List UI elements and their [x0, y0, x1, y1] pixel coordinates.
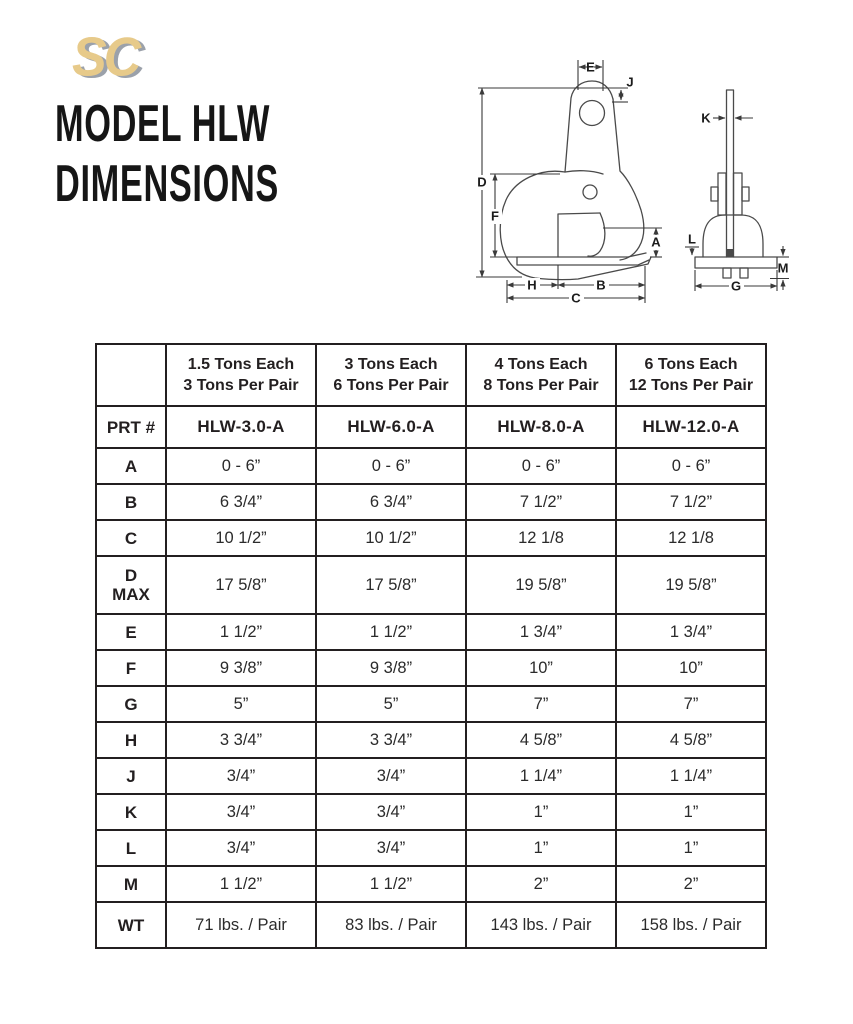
dim-value-cell: 7 1/2” — [616, 484, 766, 520]
row-label: E — [96, 614, 166, 650]
dim-value-cell: 2” — [616, 866, 766, 902]
dim-value-cell: 1 1/2” — [166, 614, 316, 650]
dim-value-cell: 4 5/8” — [616, 722, 766, 758]
row-label: K — [96, 794, 166, 830]
capacity-header-row — [96, 344, 766, 406]
dim-value-cell: 3/4” — [316, 830, 466, 866]
weight-value-cell: 71 lbs. / Pair — [166, 902, 316, 948]
table-corner-cell — [96, 344, 166, 406]
weight-value-cell: 143 lbs. / Pair — [466, 902, 616, 948]
dim-value-cell: 7 1/2” — [466, 484, 616, 520]
dim-value-cell: 9 3/8” — [166, 650, 316, 686]
dim-value-cell: 3/4” — [166, 794, 316, 830]
dim-value-cell: 1 3/4” — [616, 614, 766, 650]
dim-value-cell: 19 5/8” — [616, 556, 766, 614]
dim-value-cell: 3 3/4” — [166, 722, 316, 758]
dim-value-cell: 10 1/2” — [166, 520, 316, 556]
dim-label-g: G — [730, 278, 742, 294]
dim-value-cell: 0 - 6” — [616, 448, 766, 484]
row-label: F — [96, 650, 166, 686]
dim-value-cell: 2” — [466, 866, 616, 902]
dim-value-cell: 1” — [616, 794, 766, 830]
table-row-e — [96, 614, 766, 650]
table-row-m — [96, 866, 766, 902]
table-row-l — [96, 830, 766, 866]
dim-label-j: J — [626, 74, 634, 90]
dim-value-cell: 3/4” — [166, 758, 316, 794]
dim-value-cell: 1 1/2” — [316, 614, 466, 650]
part-number-cell: HLW-6.0-A — [316, 406, 466, 448]
table-row-a — [96, 448, 766, 484]
row-label: L — [96, 830, 166, 866]
dim-label-a: A — [651, 234, 661, 250]
dim-value-cell: 7” — [466, 686, 616, 722]
row-label: H — [96, 722, 166, 758]
dim-value-cell: 6 3/4” — [316, 484, 466, 520]
dim-value-cell: 7” — [616, 686, 766, 722]
dimensions-table — [95, 343, 767, 949]
row-label: B — [96, 484, 166, 520]
part-number-cell: HLW-12.0-A — [616, 406, 766, 448]
dim-value-cell: 1” — [466, 794, 616, 830]
row-label: PRT # — [96, 406, 166, 448]
capacity-header-cell: 3 Tons Each 6 Tons Per Pair — [316, 344, 466, 406]
dim-label-m: M — [777, 260, 789, 276]
dim-value-cell: 1” — [466, 830, 616, 866]
dim-label-d: D — [477, 174, 487, 190]
dim-value-cell: 1” — [616, 830, 766, 866]
capacity-header-cell: 6 Tons Each 12 Tons Per Pair — [616, 344, 766, 406]
dimensions-table-container — [95, 343, 767, 949]
dim-value-cell: 9 3/8” — [316, 650, 466, 686]
table-row-d-max — [96, 556, 766, 614]
dim-label-k: K — [701, 110, 711, 126]
dim-value-cell: 1 1/2” — [316, 866, 466, 902]
dim-value-cell: 4 5/8” — [466, 722, 616, 758]
table-row-f — [96, 650, 766, 686]
table-row-k — [96, 794, 766, 830]
page-title — [55, 94, 279, 214]
dim-value-cell: 1 1/4” — [466, 758, 616, 794]
table-row-h — [96, 722, 766, 758]
dim-value-cell: 10” — [466, 650, 616, 686]
dim-label-c: C — [571, 290, 581, 306]
table-row-j — [96, 758, 766, 794]
clamp-side-view-diagram — [470, 58, 665, 308]
dim-value-cell: 12 1/8 — [616, 520, 766, 556]
table-row-c — [96, 520, 766, 556]
row-label: J — [96, 758, 166, 794]
row-label: M — [96, 866, 166, 902]
row-label: WT — [96, 902, 166, 948]
company-logo: SC — [72, 27, 139, 88]
part-number-cell: HLW-3.0-A — [166, 406, 316, 448]
dim-value-cell: 3/4” — [316, 758, 466, 794]
page-title-line1: MODEL HLW — [55, 95, 271, 153]
row-label: C — [96, 520, 166, 556]
dim-value-cell: 0 - 6” — [166, 448, 316, 484]
weight-value-cell: 158 lbs. / Pair — [616, 902, 766, 948]
table-row-b — [96, 484, 766, 520]
part-number-cell: HLW-8.0-A — [466, 406, 616, 448]
dim-value-cell: 19 5/8” — [466, 556, 616, 614]
dim-value-cell: 17 5/8” — [316, 556, 466, 614]
dim-value-cell: 1 3/4” — [466, 614, 616, 650]
dim-label-b: B — [596, 277, 606, 293]
dim-value-cell: 6 3/4” — [166, 484, 316, 520]
dim-label-h: H — [527, 277, 537, 293]
table-row-weight — [96, 902, 766, 948]
weight-value-cell: 83 lbs. / Pair — [316, 902, 466, 948]
dim-value-cell: 0 - 6” — [316, 448, 466, 484]
row-label: G — [96, 686, 166, 722]
dim-label-f: F — [491, 208, 499, 224]
dim-value-cell: 12 1/8 — [466, 520, 616, 556]
dim-value-cell: 3 3/4” — [316, 722, 466, 758]
row-label: A — [96, 448, 166, 484]
capacity-header-cell: 1.5 Tons Each 3 Tons Per Pair — [166, 344, 316, 406]
dim-value-cell: 3/4” — [166, 830, 316, 866]
page-title-line2: DIMENSIONS — [55, 155, 279, 213]
dim-value-cell: 3/4” — [316, 794, 466, 830]
table-row-g — [96, 686, 766, 722]
dim-value-cell: 17 5/8” — [166, 556, 316, 614]
dim-label-l: L — [688, 231, 696, 247]
dim-value-cell: 10” — [616, 650, 766, 686]
dim-value-cell: 0 - 6” — [466, 448, 616, 484]
dim-label-e: E — [586, 59, 595, 75]
capacity-header-cell: 4 Tons Each 8 Tons Per Pair — [466, 344, 616, 406]
dim-value-cell: 5” — [166, 686, 316, 722]
dim-value-cell: 1 1/4” — [616, 758, 766, 794]
part-number-row — [96, 406, 766, 448]
dim-value-cell: 5” — [316, 686, 466, 722]
dim-value-cell: 10 1/2” — [316, 520, 466, 556]
clamp-front-view-diagram — [682, 86, 792, 298]
row-label: D MAX — [96, 556, 166, 614]
dim-value-cell: 1 1/2” — [166, 866, 316, 902]
